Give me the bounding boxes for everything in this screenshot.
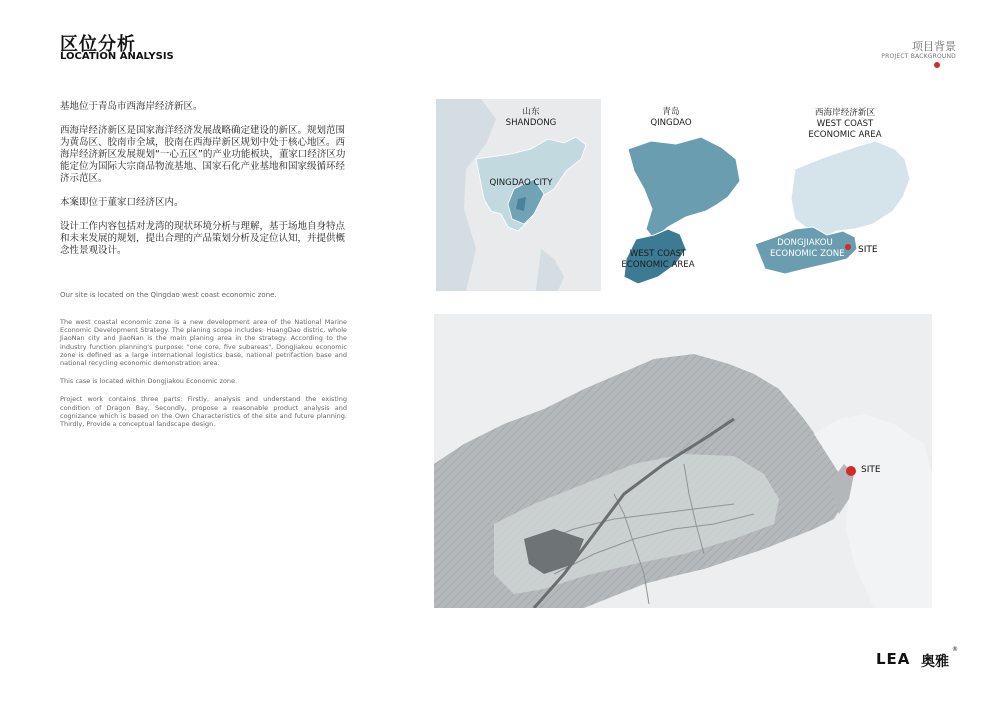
cn-paragraph-4: 设计工作内容包括对龙湾的现状环境分析与理解，基于场地自身特点和未来发展的规划，提出合理的产品策划分析及定位认知，并提供概念性景观设计。 xyxy=(60,221,346,256)
shandong-cn-label: 山东 xyxy=(522,107,540,117)
en-paragraph-1: The west coastal economic zone is a new development area of the National Marine Economic Development Strategy. The planing scope includes: HuangDao distric, whole JiaoNan city and JiaoNan is the main planing area in the strategy. According to the industry function planning's purpose: "one core, five subareas", DongJiakou economic zone is defined as a large international logistics base, national petrifaction base and national recycling economic demonstration area. xyxy=(60,318,347,368)
dongjiakou-label-2: ECONOMIC ZONE xyxy=(770,249,845,259)
chinese-description xyxy=(60,101,350,269)
en-paragraph-3: Project work contains three parts: Firstly, analysis and understand the existing condition of Dragon Bay, Secondly, propose a reasonable product analysis and cognizance which is based on the Own Characteristics of the site and future planning. Thirdly, Provide a conceptual landscape design. xyxy=(60,395,347,429)
en-intro: Our site is located on the Qingdao west coast economic zone. xyxy=(60,291,277,299)
zone-cn-label: 西海岸经济新区 xyxy=(814,108,876,118)
aerial-site-map xyxy=(434,314,932,608)
qingdao-en-label: QINGDAO xyxy=(650,118,692,128)
cn-paragraph-3: 本案即位于董家口经济区内。 xyxy=(60,197,184,208)
en-paragraph-2: This case is located within Dongjiakou Economic zone. xyxy=(60,377,238,386)
brand-logo-cn: 奥雅 xyxy=(921,654,949,670)
site-marker xyxy=(846,466,856,476)
west-coast-label-2: ECONOMIC AREA xyxy=(621,260,695,270)
section-marker-dot xyxy=(934,62,940,68)
qingdao-cn-label: 青岛 xyxy=(662,107,680,117)
dongjiakou-label-1: DONGJIAKOU xyxy=(777,238,833,248)
cn-paragraph-1: 基地位于青岛市西海岸经济新区。 xyxy=(60,101,203,112)
small-site-label: SITE xyxy=(858,245,878,255)
shandong-en-label: SHANDONG xyxy=(505,118,557,128)
cn-paragraph-2: 西海岸经济新区是国家海洋经济发展战略确定建设的新区。规划范围为黄岛区、胶南市全域，胶南在西海岸新区规划中处于核心地区。西海岸经济新区发展规划“一心五区”的产业功能板块，董家口经济区功能定位为国际大宗商品物流基地、国家石化产业基地和国家级循环经济示范区。 xyxy=(60,125,346,184)
english-description xyxy=(60,318,347,438)
coast-fragment xyxy=(536,249,564,291)
section-subtitle: PROJECT BACKGROUND xyxy=(881,53,956,60)
qingdao-municipal-area xyxy=(628,137,740,239)
west-coast-label-1: WEST COAST xyxy=(629,249,687,259)
zone-en-label-2: ECONOMIC AREA xyxy=(808,130,882,140)
aerial-map-graphic xyxy=(434,314,932,608)
registered-mark: ® xyxy=(952,646,958,653)
site-label: SITE xyxy=(861,465,881,475)
page-subtitle: LOCATION ANALYSIS xyxy=(60,51,174,62)
page-title: 区位分析 xyxy=(60,34,136,55)
zone-en-label-1: WEST COAST xyxy=(816,119,874,129)
qingdao-map-panel xyxy=(606,99,751,291)
brand-logo: LEA xyxy=(876,650,911,668)
shandong-map-panel xyxy=(436,99,601,291)
west-coast-zone xyxy=(791,141,910,237)
small-site-marker xyxy=(845,244,851,250)
section-title: 项目背景 xyxy=(912,40,956,53)
qingdao-city-label: QINGDAO CITY xyxy=(489,178,553,188)
west-coast-zone-map-panel xyxy=(755,99,935,291)
